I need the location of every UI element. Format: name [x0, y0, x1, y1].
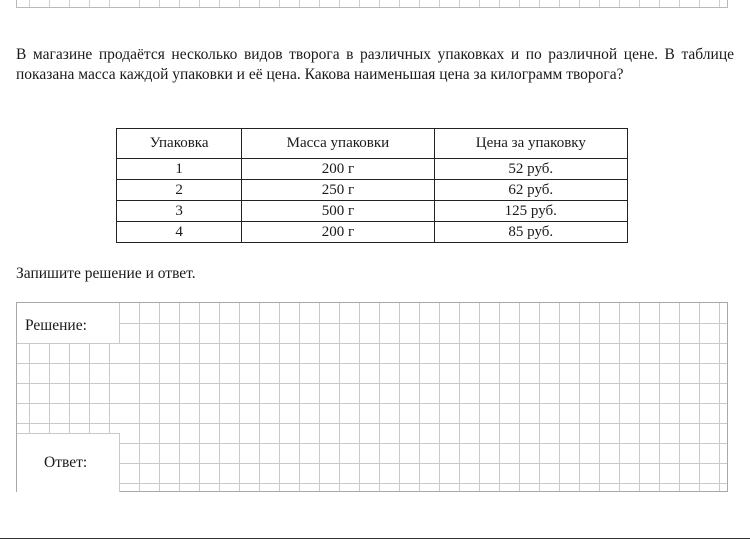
- package-price-cell: 52 руб.: [434, 159, 627, 180]
- package-mass-cell: 250 г: [242, 180, 434, 201]
- solution-label: Решение:: [25, 317, 87, 334]
- package-number-cell: 4: [117, 222, 242, 243]
- table-row: [117, 201, 628, 222]
- package-price-cell: 85 руб.: [434, 222, 627, 243]
- package-number-cell: 3: [117, 201, 242, 222]
- package-mass-cell: 200 г: [242, 159, 434, 180]
- column-header-mass: Масса упаковки: [242, 129, 434, 159]
- column-header-package: Упаковка: [117, 129, 242, 159]
- package-price-cell: 62 руб.: [434, 180, 627, 201]
- package-mass-cell: 500 г: [242, 201, 434, 222]
- table-row: [117, 222, 628, 243]
- column-header-price: Цена за упаковку: [434, 129, 627, 159]
- answer-label: Ответ:: [44, 454, 88, 471]
- instruction-text: Запишите решение и ответ.: [16, 265, 196, 282]
- solution-answer-grid[interactable]: [16, 302, 728, 492]
- package-mass-cell: 200 г: [242, 222, 434, 243]
- previous-answer-grid-fragment: [16, 0, 728, 8]
- packages-table: [116, 128, 628, 243]
- page-bottom-rule: [0, 538, 750, 539]
- table-row: [117, 159, 628, 180]
- problem-statement: В магазине продаётся несколько видов творога в различных упаковках и по различной цене. В таблице показана масса каждой упаковки и её цена. Какова наименьшая цена за килограмм творога?: [16, 46, 734, 83]
- package-price-cell: 125 руб.: [434, 201, 627, 222]
- package-number-cell: 1: [117, 159, 242, 180]
- table-header-row: [117, 129, 628, 159]
- package-number-cell: 2: [117, 180, 242, 201]
- table-row: [117, 180, 628, 201]
